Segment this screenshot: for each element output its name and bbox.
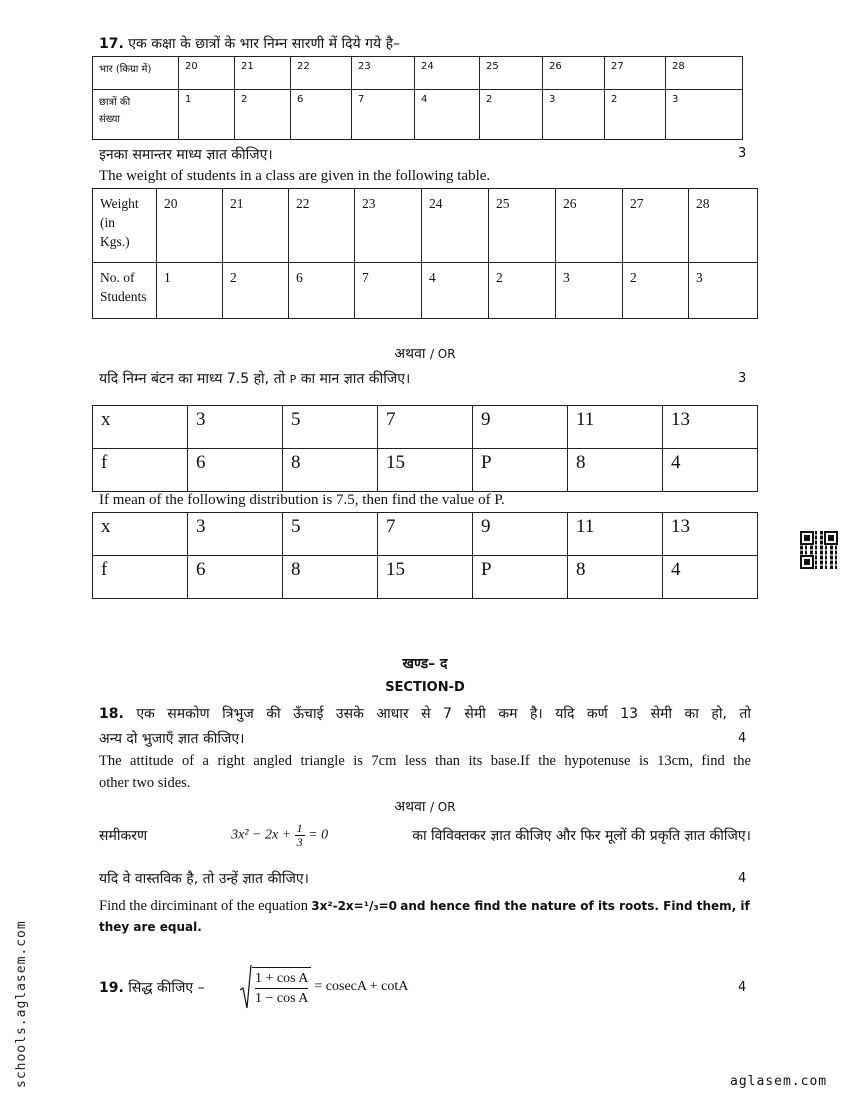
table-cell: 24 xyxy=(422,189,489,263)
table-cell: 15 xyxy=(378,449,473,492)
table-cell: 7 xyxy=(355,263,422,319)
table-cell: 4 xyxy=(663,556,758,599)
q17-dist-table-hi xyxy=(92,405,758,492)
alt-p: P xyxy=(289,373,297,386)
eq-part1: 3x² − 2x + xyxy=(231,827,292,843)
footer-watermark: aglasem.com xyxy=(730,1074,828,1089)
table-cell: 3 xyxy=(666,90,743,140)
q18-text-hi-line1 xyxy=(99,704,751,723)
row-label: f xyxy=(93,449,188,492)
eq-fraction xyxy=(295,822,305,849)
table-cell: 2 xyxy=(489,263,556,319)
equation xyxy=(231,822,328,849)
table-cell: 4 xyxy=(415,90,480,140)
row-label-line: No. of xyxy=(100,270,135,285)
q17-or xyxy=(0,344,850,363)
table-cell: 6 xyxy=(289,263,355,319)
table-cell: 21 xyxy=(223,189,289,263)
table-cell: 2 xyxy=(235,90,291,140)
alt-hi-end: का विविक्तकर ज्ञात कीजिए और फिर मूलों की प्रकृति ज्ञात कीजिए। xyxy=(412,828,751,844)
table-cell: 2 xyxy=(223,263,289,319)
row-label-line: संख्या xyxy=(99,114,120,125)
q17-table-hi xyxy=(92,56,743,140)
alt-en-start: Find the dirciminant of the equation xyxy=(99,898,308,914)
table-cell: 22 xyxy=(291,57,352,90)
alt-en-end: and hence find the nature of its roots. Find them, if xyxy=(400,899,750,913)
table-cell: 4 xyxy=(663,449,758,492)
q17-alt-en: If mean of the following distribution is 7.5, then find the value of P. xyxy=(99,492,505,508)
table-cell: 26 xyxy=(543,57,605,90)
table-row xyxy=(93,556,758,599)
row-label-line: (in xyxy=(100,215,115,230)
row-label-line: Weight xyxy=(100,196,139,211)
table-cell: 13 xyxy=(663,406,758,449)
q18-text-en-line2: other two sides. xyxy=(99,775,191,791)
table-cell: 6 xyxy=(188,556,283,599)
row-label-line: Kgs.) xyxy=(100,234,130,249)
table-cell: 4 xyxy=(422,263,489,319)
table-cell: 7 xyxy=(378,513,473,556)
q17-text-hi: एक कक्षा के छात्रों के भार निम्न सारणी में दिये गये है– xyxy=(128,36,401,52)
table-row xyxy=(93,513,758,556)
row-label: f xyxy=(93,556,188,599)
row-label xyxy=(93,189,157,263)
q18-number: 18. xyxy=(99,706,124,722)
row-label xyxy=(93,90,179,140)
table-cell: 27 xyxy=(623,189,689,263)
q17-marks: 3 xyxy=(738,146,747,161)
table-row xyxy=(93,263,758,319)
table-cell: 3 xyxy=(188,513,283,556)
table-cell: 3 xyxy=(556,263,623,319)
table-cell: 6 xyxy=(291,90,352,140)
or-hi: अथवा xyxy=(394,346,426,362)
table-cell: 25 xyxy=(480,57,543,90)
q18-alt-hi-line2: यदि वे वास्तविक है, तो उन्हें ज्ञात कीजिए। xyxy=(99,871,309,887)
table-row xyxy=(93,57,743,90)
or-hi: अथवा xyxy=(394,799,426,815)
table-cell: 8 xyxy=(568,449,663,492)
q18-or xyxy=(0,797,850,816)
table-cell: 1 xyxy=(157,263,223,319)
q18-text-hi-line2: अन्य दो भुजाएँ ज्ञात कीजिए। xyxy=(99,731,245,747)
row-label: x xyxy=(93,406,188,449)
q17-instruction-hi: इनका समान्तर माध्य ज्ञात कीजिए। xyxy=(99,147,273,163)
q19-heading xyxy=(99,978,205,997)
frac-den: 3 xyxy=(296,835,303,849)
q19-den: 1 − cos A xyxy=(255,990,309,1006)
table-cell: P xyxy=(473,556,568,599)
table-cell: 1 xyxy=(179,90,235,140)
q19-rhs: = cosecA + cotA xyxy=(314,979,409,994)
side-watermark: schools.aglasem.com xyxy=(14,920,29,1088)
table-cell: 3 xyxy=(543,90,605,140)
table-cell: 8 xyxy=(568,556,663,599)
table-cell: 5 xyxy=(283,513,378,556)
q18-alt-marks: 4 xyxy=(738,871,747,886)
table-cell: P xyxy=(473,449,568,492)
table-cell: 2 xyxy=(623,263,689,319)
q17-heading xyxy=(99,34,400,53)
table-cell: 28 xyxy=(666,57,743,90)
table-cell: 11 xyxy=(568,406,663,449)
q17-table-en xyxy=(92,188,758,319)
alt-en-line2: they are equal. xyxy=(99,920,202,934)
table-cell: 8 xyxy=(283,449,378,492)
q18-marks: 4 xyxy=(738,731,747,746)
alt-text-hi: यदि निम्न बंटन का माध्य 7.5 हो, तो xyxy=(99,371,286,387)
section-title-en: SECTION-D xyxy=(385,680,465,695)
row-label-line: Students xyxy=(100,289,147,304)
q18-alt-line1 xyxy=(99,822,751,849)
qr-code-icon xyxy=(800,531,838,569)
table-cell: 3 xyxy=(689,263,758,319)
sqrt-body xyxy=(252,967,311,1008)
q17-number: 17. xyxy=(99,36,124,52)
sqrt-icon xyxy=(240,964,252,1010)
table-row xyxy=(93,90,743,140)
table-cell: 2 xyxy=(480,90,543,140)
table-cell: 3 xyxy=(188,406,283,449)
section-title-hi: खण्ड– द xyxy=(402,656,448,672)
table-cell: 11 xyxy=(568,513,663,556)
q17-alt-hi xyxy=(99,369,410,388)
table-cell: 23 xyxy=(352,57,415,90)
table-cell: 22 xyxy=(289,189,355,263)
table-cell: 5 xyxy=(283,406,378,449)
q19-num: 1 + cos A xyxy=(255,969,308,989)
q17-alt-marks: 3 xyxy=(738,371,747,386)
table-cell: 20 xyxy=(157,189,223,263)
alt-en-eq: 3x²-2x=¹/₃=0 xyxy=(311,899,398,913)
table-cell: 27 xyxy=(605,57,666,90)
table-cell: 21 xyxy=(235,57,291,90)
table-cell: 20 xyxy=(179,57,235,90)
table-cell: 2 xyxy=(605,90,666,140)
alt-text-hi-end: का मान ज्ञात कीजिए। xyxy=(300,371,411,387)
row-label xyxy=(93,263,157,319)
frac-num: 1 xyxy=(296,821,303,835)
table-row xyxy=(93,189,758,263)
table-cell: 9 xyxy=(473,406,568,449)
table-cell: 23 xyxy=(355,189,422,263)
row-label: x xyxy=(93,513,188,556)
q18-text-hi: एक समकोण त्रिभुज की ऊँचाई उसके आधार से 7 सेमी कम है। यदि कर्ण 13 सेमी का हो, तो xyxy=(136,706,751,722)
alt-hi-start: समीकरण xyxy=(99,828,148,844)
row-label-line: छात्रों की xyxy=(99,97,131,108)
table-row xyxy=(93,449,758,492)
q17-dist-table-en xyxy=(92,512,758,599)
table-cell: 26 xyxy=(556,189,623,263)
row-label: भार (किग्रा में) xyxy=(93,57,179,90)
table-cell: 7 xyxy=(352,90,415,140)
table-row xyxy=(93,406,758,449)
eq-part2: = 0 xyxy=(308,827,329,843)
table-cell: 24 xyxy=(415,57,480,90)
table-cell: 15 xyxy=(378,556,473,599)
table-cell: 28 xyxy=(689,189,758,263)
table-cell: 9 xyxy=(473,513,568,556)
q19-equation xyxy=(240,964,408,1010)
table-cell: 7 xyxy=(378,406,473,449)
table-cell: 6 xyxy=(188,449,283,492)
q17-text-en: The weight of students in a class are given in the following table. xyxy=(99,168,491,184)
q18-text-en-line1: The attitude of a right angled triangle is 7cm less than its base.If the hypotenuse is 13cm, find the xyxy=(99,753,751,769)
or-en: / OR xyxy=(429,800,456,814)
q19-marks: 4 xyxy=(738,980,747,995)
table-cell: 25 xyxy=(489,189,556,263)
table-cell: 8 xyxy=(283,556,378,599)
table-cell: 13 xyxy=(663,513,758,556)
or-en: / OR xyxy=(429,347,456,361)
q19-text-hi: सिद्ध कीजिए – xyxy=(128,980,205,996)
q18-alt-en xyxy=(99,895,751,938)
q19-number: 19. xyxy=(99,980,124,996)
